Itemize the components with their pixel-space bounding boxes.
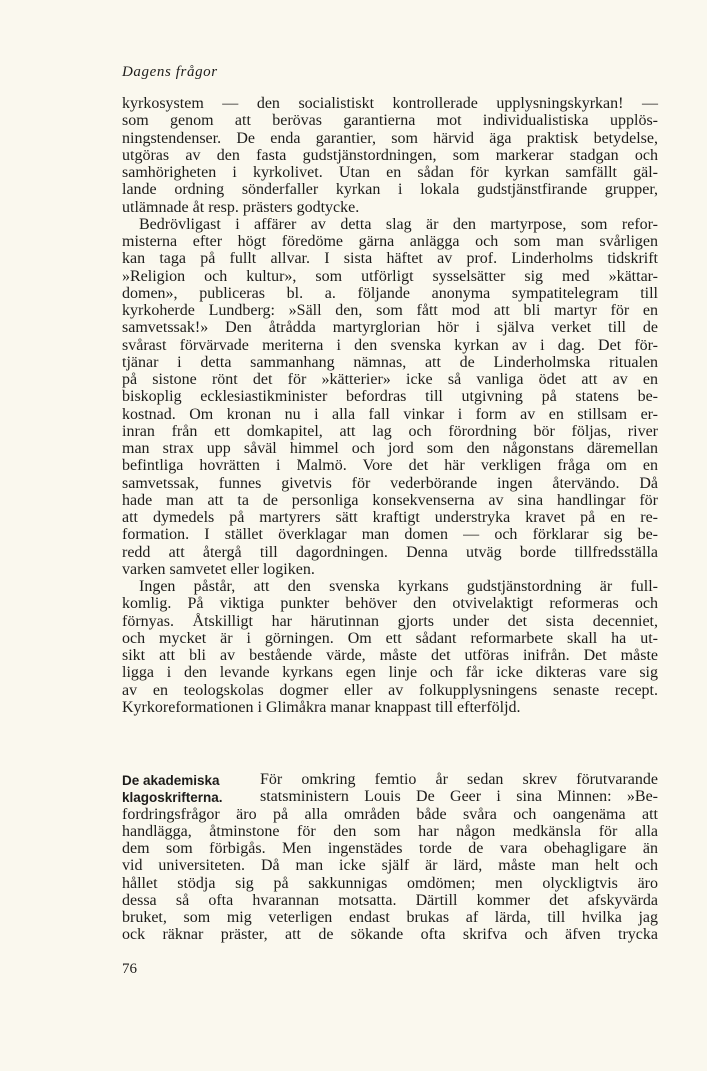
text-line: svårast förvärvade meriterna i den svenska kyrkan av i dag. Det för- (122, 336, 658, 354)
text-line: domen», publiceras bl. a. följande anonyma sympatitelegram till (122, 284, 658, 302)
text-line: på sistone rönt det för »kätterier» icke så vanliga ödet att av en (122, 371, 658, 388)
text-line: kyrkosystem — den socialistiskt kontrollerade upplysningskyrkan! — (122, 95, 658, 112)
text-line: utlämnade åt resp. prästers godtycke. (122, 198, 360, 216)
text-line: tjänar i detta sammanhang nämnas, att de Linderholmska ritualen (122, 353, 658, 371)
text-line: ock räknar präster, att de sökande ofta skrifva och äfven trycka (122, 926, 658, 944)
text-line: hållet stödja sig på sakkunnigas omdömen; men olyckligtvis äro (122, 874, 658, 892)
text-line: vid universiteten. Då man icke själf är lärd, måste man helt och (122, 857, 658, 875)
paragraph (122, 578, 658, 716)
text-line: dessa så ofta hvarannan motsatta. Därtill kommer det afskyvärda (122, 891, 658, 909)
text-line: ligga i den levande kyrkans egen linje och får icke dikteras vare sig (122, 664, 658, 682)
text-line: av en teologskolas dogmer eller av folkupplysningens senaste recept. (122, 681, 658, 699)
text-line: lande ordning sönderfaller kyrkan i lokala gudstjänstfirande grupper, (122, 181, 658, 199)
text-line: formation. I stället överklagar man domen — och förklarar sig be- (122, 526, 658, 544)
text-line: kostnad. Om kronan nu i alla fall vinkar i form av en stillsam er- (122, 405, 658, 423)
text-line: kyrkoherde Lundberg: »Säll den, som fått mod att bli martyr för en (122, 302, 658, 319)
text-line: statsministern Louis De Geer i sina Minnen: »Be- (260, 788, 658, 806)
text-line: som genom att berövas garantierna mot individualistiska upplös- (122, 112, 658, 130)
text-line: ningstendenser. De enda garantier, som härvid äga praktisk betydelse, (122, 129, 658, 147)
side-heading-line: klagoskrifterna. (122, 790, 223, 806)
text-line: dem som förbigås. Men ingenstädes torde de vara obehagligare än (122, 840, 658, 857)
text-line: sikt att bli av bestående värde, måste det utföras inifrån. Det måste (122, 647, 658, 664)
page-number: 76 (122, 961, 137, 977)
text-line: utgöras av den fasta gudstjänstordningen, som markerar stadgan och (122, 146, 658, 164)
text-line: Ingen påstår, att den svenska kyrkans gudstjänstordning är full- (139, 578, 658, 595)
text-line: inran från ett domkapitel, att lag och förordning bör följas, river (122, 422, 658, 440)
text-line: förnyas. Åtskilligt har härutinnan gjorts under det sista decenniet, (122, 612, 658, 630)
paragraph (122, 216, 658, 578)
text-line: varken samvetet eller logiken. (122, 560, 315, 578)
text-line: redd att återgå till dagordningen. Denna utväg borde tillfredsställa (122, 543, 658, 561)
text-line: samvetssak!» Den åtrådda martyrglorian hör i själva verket till de (122, 319, 658, 337)
text-line: Bedrövligast i affärer av detta slag är den martyrpose, som refor- (139, 215, 658, 233)
text-line: bruket, som mig veterligen endast brukas af lärda, till hvilka jag (122, 909, 658, 926)
text-line: fordringsfrågor äro på alla områden både svåra och oangenäma att (122, 805, 658, 823)
section-academic-complaints (122, 771, 658, 944)
text-line: handlägga, åtminstone för den som har någon medkänsla för alla (122, 822, 658, 840)
section-church-reform (122, 95, 658, 716)
paragraph (122, 95, 658, 216)
text-line: komlig. På viktiga punkter behöver den otvivelaktigt reformeras och (122, 595, 658, 613)
text-line: kan taga på fullt allvar. I sista häftet av prof. Linderholms tidskrift (122, 250, 658, 268)
text-line: misterna efter högt föredöme gärna anlägga och som man svårligen (122, 233, 658, 250)
running-head: Dagens frågor (122, 64, 218, 80)
text-line: samvetssak, funnes givetvis för vederbörande ingen återvändo. Då (122, 474, 658, 492)
text-line: »Religion och kultur», som utförligt sysselsätter sig med »kättar- (122, 267, 658, 285)
text-line: befintliga hovrätten i Malmö. Vore det här verkligen fråga om en (122, 457, 658, 475)
text-line: biskoplig ecklesiastikminister befordras till utgivning på statens be- (122, 388, 658, 406)
text-line: man strax upp såväl himmel och jord som den någonstans däremellan (122, 440, 658, 457)
text-line: att dymedels på martyrers sätt kraftigt understryka kravet på en re- (122, 509, 658, 526)
text-line: hade man att ta de personliga konsekvenserna av sina handlingar för (122, 491, 658, 509)
text-line: samhörigheten i kyrkolivet. Utan en sådan för kyrkan samfällt gäl- (122, 164, 658, 181)
text-line: och mycket är i görningen. Om ett sådant reformarbete skall ha ut- (122, 629, 658, 647)
text-line: Kyrkoreformationen i Glimåkra manar knappast till efterföljd. (122, 698, 521, 716)
side-heading-line: De akademiska (122, 773, 220, 788)
text-line: För omkring femtio år sedan skrev förutvarande (260, 771, 658, 788)
